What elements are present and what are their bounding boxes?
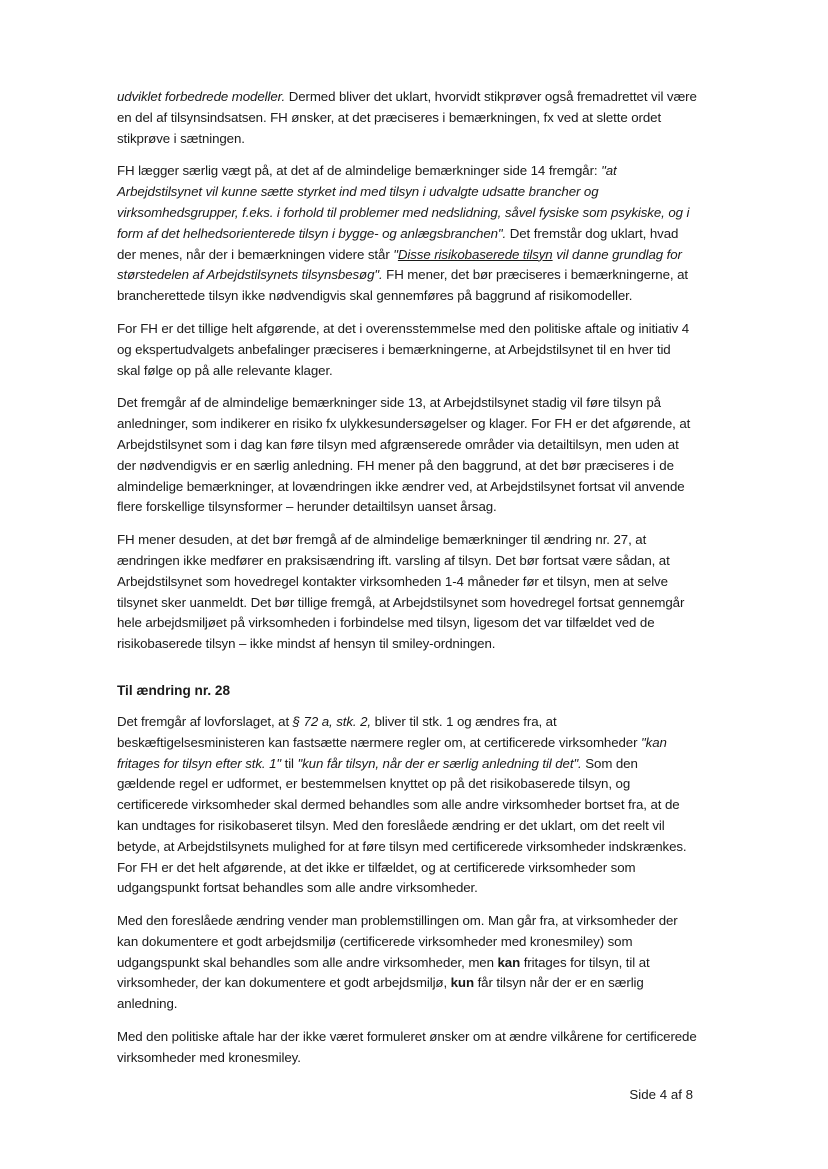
- paragraph-text: bliver til stk. 1 og ændres fra, at beskæftigelsesministeren kan fastsætte nærmere regler om, at certificerede virksomheder: [117, 713, 642, 750]
- document-body: [117, 87, 697, 1081]
- quote-text: "at Arbejdstilsynet vil kunne sætte styrket ind med tilsyn i udvalgte udsatte brancher og virksomhedsgrupper, f.eks. i forhold til problemer med nedslidning, såvel fysiske som psykiske, og i form af det helhedsorienterede tilsyn i bygge- og anlægsbranchen".: [117, 163, 690, 241]
- paragraph-text: Dermed bliver det uklart, hvorvidt stikprøver også fremadrettet vil være en del af tilsynsindsatsen. FH ønsker, at det præciseres i bemærkningen, fx ved at slette ordet stikprøve i sætningen.: [117, 89, 697, 146]
- paragraph-text: FH mener, det bør præciseres i bemærkningerne, at brancherettede tilsyn ikke nødvendigvis skal gennemføres på baggrund af risikomodeller.: [117, 267, 688, 304]
- quote-open: ": [393, 246, 398, 262]
- paragraph-text: Som den gældende regel er udformet, er bestemmelsen knyttet op på det risikobaserede tilsyn, og certificerede virksomheder skal dermed behandles som alle andre virksomheder bortset fra, at de kan undtages for risikobaseret tilsyn. Med den foreslåede ændring er det uklart, om det reelt vil betyde, at Arbejdstilsynets mulighed for at føre tilsyn med certificerede virksomheder indskrænkes. For FH er det helt afgørende, at det ikke er tilfældet, og at certificerede virksomheder som udgangspunkt fortsat behandles som alle andre virksomheder.: [117, 755, 687, 896]
- paragraph-3: For FH er det tillige helt afgørende, at det i overensstemmelse med den politiske aftale og initiativ 4 og ekspertudvalgets anbefalinger præciseres i bemærkningerne, at Arbejdstilsynet til en hver tid skal følge op på alle relevante klager.: [117, 320, 690, 378]
- paragraph-text: får tilsyn når der er en særlig anledning.: [117, 975, 644, 1012]
- quote-text: "kun får tilsyn, når der er særlig anledning til det".: [297, 755, 582, 771]
- bold-text: kan: [497, 954, 521, 970]
- paragraph-text: fritages for tilsyn, til at virksomheder, der kan dokumentere et godt arbejdsmiljø,: [117, 954, 650, 991]
- page-number: Side 4 af 8: [629, 1087, 693, 1102]
- italic-text: udviklet forbedrede modeller.: [117, 89, 286, 104]
- paragraph-4: Det fremgår af de almindelige bemærkninger side 13, at Arbejdstilsynet stadig vil føre tilsyn på anledninger, som indikerer en risiko fx ulykkesundersøgelser og klager. For FH er det afgørende, at Arbejdstilsynet som i dag kan føre tilsyn med afgrænserede områder via detailtilsyn, men uden at der nødvendigvis er en særlig anledning. FH mener på den baggrund, at det bør præciseres i de almindelige bemærkninger, at lovændringen ikke ændrer ved, at Arbejdstilsynet fortsat vil anvende flere forskellige tilsynsformer – herunder detailtilsyn uanset årsag.: [117, 395, 691, 515]
- paragraph-text: Det fremgår af lovforslaget, at: [117, 713, 293, 729]
- paragraph-text: FH lægger særlig vægt på, at det af de almindelige bemærkninger side 14 fremgår:: [117, 163, 602, 179]
- paragraph-1: [117, 87, 697, 149]
- section-heading: Til ændring nr. 28: [117, 682, 231, 698]
- underlined-quote: Disse risikobaserede tilsyn: [397, 246, 553, 262]
- paragraph-text: til: [281, 755, 298, 771]
- paragraph-5: FH mener desuden, at det bør fremgå af de almindelige bemærkninger til ændring nr. 27, at ændringen ikke medfører en praksisændring ift. varsling af tilsyn. Det bør fortsat være sådan, at Arbejdstilsynet som hovedregel kontakter virksomheden 1-4 måneder før et tilsyn, men at selve tilsynet sker uanmeldt. Det bør tillige fremgå, at Arbejdstilsynet som hovedregel fortsat gennemgår hele arbejdsmiljøet på virksomheden i forbindelse med tilsyn, ligesom det var tilfældet ved de risikobaserede tilsyn – ikke mindst af hensyn til smiley-ordningen.: [117, 532, 685, 652]
- quote-text: vil danne grundlag for størstedelen af Arbejdstilsynets tilsynsbesøg".: [117, 246, 682, 283]
- paragraph-2: [117, 161, 697, 307]
- paragraph-text: Med den foreslåede ændring vender man problemstillingen om. Man går fra, at virksomheder der kan dokumentere et godt arbejdsmiljø (certificerede virksomheder med kronesmiley) som udgangspunkt skal behandles som alle andre virksomheder, men: [117, 913, 678, 970]
- paragraph-7: [117, 911, 697, 1015]
- paragraph-8: Med den politiske aftale har der ikke været formuleret ønsker om at ændre vilkårene for certificerede virksomheder med kronesmiley.: [117, 1029, 697, 1065]
- paragraph-text: Det fremstår dog uklart, hvad der menes, når der i bemærkningen videre står: [117, 225, 679, 262]
- bold-text: kun: [450, 975, 474, 991]
- law-reference: § 72 a, stk. 2,: [292, 713, 371, 729]
- quote-text: "kan fritages for tilsyn efter stk. 1": [117, 734, 667, 771]
- paragraph-6: [117, 712, 697, 899]
